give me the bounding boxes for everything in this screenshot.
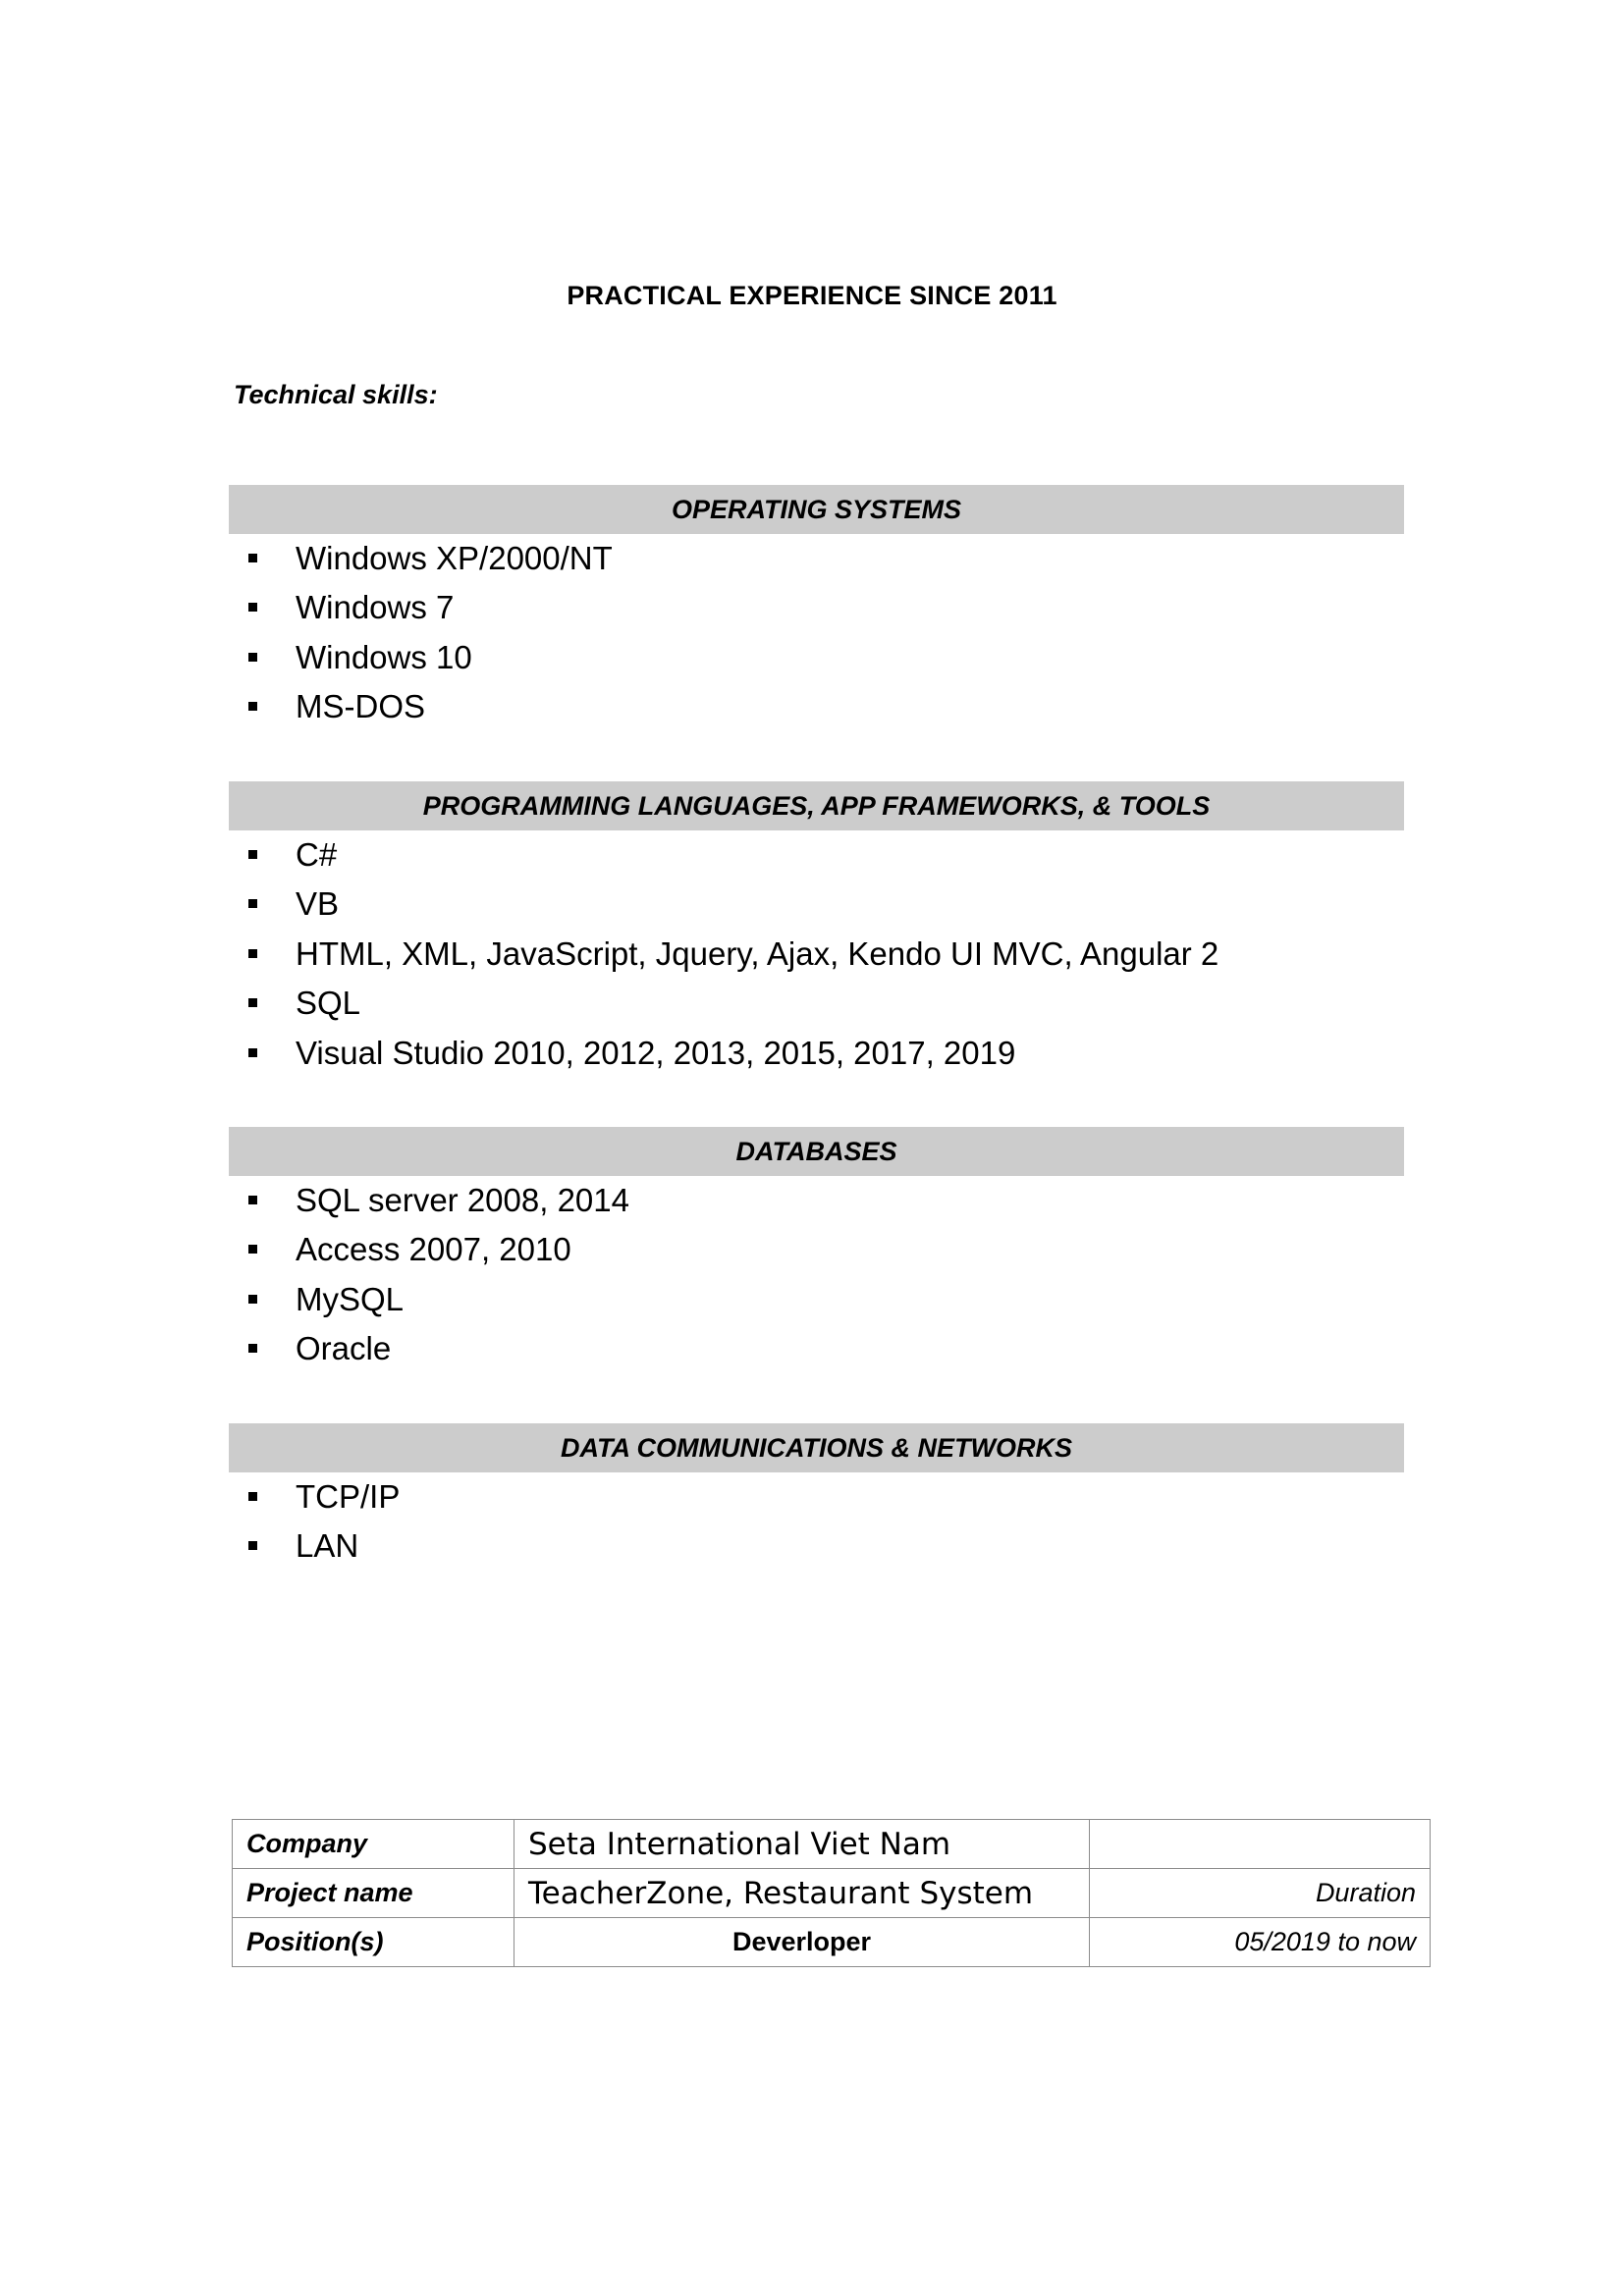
list-item <box>229 1472 1404 1522</box>
square-bullet-icon <box>248 653 257 662</box>
list-item-text: Access 2007, 2010 <box>296 1231 571 1268</box>
company-label: Company <box>233 1820 514 1869</box>
list-item <box>229 1324 1404 1373</box>
networks-section <box>229 1423 1404 1572</box>
table-row <box>233 1869 1431 1918</box>
list-item-text: TCP/IP <box>296 1478 401 1515</box>
list-item <box>229 534 1404 583</box>
list-item <box>229 979 1404 1028</box>
networks-heading: DATA COMMUNICATIONS & NETWORKS <box>229 1423 1404 1472</box>
duration-value: 05/2019 to now <box>1090 1918 1431 1967</box>
list-item <box>229 583 1404 632</box>
square-bullet-icon <box>248 702 257 711</box>
square-bullet-icon <box>248 603 257 612</box>
operating-systems-list <box>229 534 1404 732</box>
list-item-text: SQL <box>296 985 361 1022</box>
networks-list <box>229 1472 1404 1572</box>
list-item-text: LAN <box>296 1527 359 1565</box>
list-item-text: Visual Studio 2010, 2012, 2013, 2015, 2017, 2019 <box>296 1034 1016 1071</box>
list-item-text: VB <box>296 885 340 923</box>
position-label: Position(s) <box>233 1918 514 1967</box>
square-bullet-icon <box>248 949 257 958</box>
technical-skills-heading: Technical skills: <box>234 380 438 409</box>
square-bullet-icon <box>248 1245 257 1254</box>
list-item-text: MySQL <box>296 1280 405 1317</box>
list-item <box>229 1176 1404 1225</box>
list-item-text: MS-DOS <box>296 688 425 725</box>
list-item <box>229 880 1404 929</box>
square-bullet-icon <box>248 1344 257 1353</box>
list-item <box>229 1522 1404 1571</box>
square-bullet-icon <box>248 850 257 859</box>
position-value: Deverloper <box>514 1918 1090 1967</box>
list-item-text: SQL server 2008, 2014 <box>296 1182 629 1218</box>
list-item-text: C# <box>296 836 338 873</box>
project-table <box>232 1819 1431 1967</box>
list-item <box>229 633 1404 682</box>
list-item-text: Oracle <box>296 1330 392 1367</box>
square-bullet-icon <box>248 1048 257 1057</box>
list-item <box>229 1225 1404 1274</box>
programming-heading: PROGRAMMING LANGUAGES, APP FRAMEWORKS, & TOOLS <box>229 781 1404 830</box>
databases-section <box>229 1127 1404 1374</box>
programming-list <box>229 830 1404 1078</box>
list-item <box>229 830 1404 880</box>
table-row <box>233 1918 1431 1967</box>
list-item <box>229 1275 1404 1324</box>
list-item-text: HTML, XML, JavaScript, Jquery, Ajax, Kendo UI MVC, Angular 2 <box>296 934 1219 972</box>
square-bullet-icon <box>248 1295 257 1304</box>
databases-heading: DATABASES <box>229 1127 1404 1176</box>
company-value: Seta International Viet Nam <box>514 1820 1090 1869</box>
list-item <box>229 1029 1404 1078</box>
list-item <box>229 930 1404 979</box>
programming-section <box>229 781 1404 1078</box>
empty-cell <box>1090 1820 1431 1869</box>
list-item-text: Windows 7 <box>296 589 455 626</box>
square-bullet-icon <box>248 1492 257 1501</box>
operating-systems-section <box>229 485 1404 732</box>
square-bullet-icon <box>248 899 257 908</box>
list-item <box>229 682 1404 731</box>
duration-label: Duration <box>1090 1869 1431 1918</box>
page-title: PRACTICAL EXPERIENCE SINCE 2011 <box>567 281 1057 310</box>
square-bullet-icon <box>248 998 257 1007</box>
operating-systems-heading: OPERATING SYSTEMS <box>229 485 1404 534</box>
square-bullet-icon <box>248 1196 257 1204</box>
project-name-value: TeacherZone, Restaurant System <box>514 1869 1090 1918</box>
table-row <box>233 1820 1431 1869</box>
square-bullet-icon <box>248 554 257 562</box>
project-name-label: Project name <box>233 1869 514 1918</box>
list-item-text: Windows XP/2000/NT <box>296 540 613 576</box>
square-bullet-icon <box>248 1541 257 1550</box>
databases-list <box>229 1176 1404 1374</box>
list-item-text: Windows 10 <box>296 638 472 675</box>
